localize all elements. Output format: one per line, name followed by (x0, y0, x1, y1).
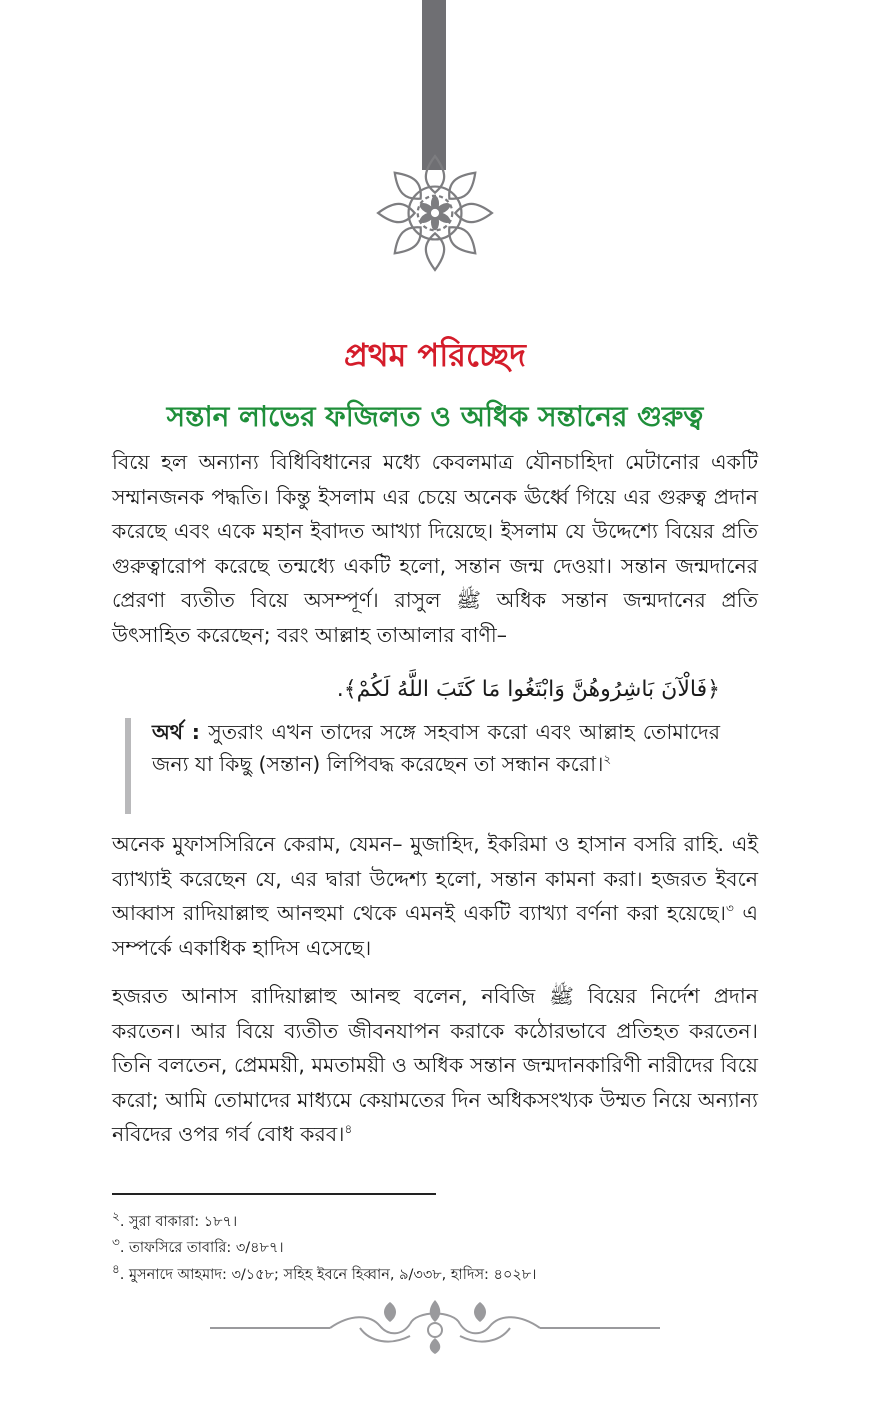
footnote-ref[interactable]: ৪ (344, 1122, 353, 1137)
footnote-divider (112, 1193, 436, 1195)
quote-text: সুতরাং এখন তাদের সঙ্গে সহবাস করো এবং আল্লাহ তোমাদের জন্য যা কিছু (সন্তান) লিপিবদ্ধ করেছেন তা সন্ধান করো। (152, 720, 720, 776)
footnote: $^২$. সুরা বাকারা: ১৮৭। (112, 1209, 238, 1230)
footnote-ref[interactable]: ২ (603, 752, 612, 767)
footnote-number: ৩ (112, 1235, 120, 1250)
quote-label: অর্থ : (152, 720, 201, 744)
section-title: সন্তান লাভের ফজিলত ও অধিক সন্তানের গুরুত্ব (166, 400, 704, 433)
footnote: $^৪$. মুসনাদে আহমাদ: ৩/১৫৮; সহিহ ইবনে হিব্বান, ৯/৩৩৮, হাদিস: ৪০২৮। (112, 1262, 537, 1283)
bookmark-ribbon (422, 0, 446, 170)
floral-rosette-icon (374, 152, 496, 274)
translation-quote (152, 716, 720, 780)
footnote-number: ২ (112, 1209, 120, 1224)
chapter-title: প্রথম পরিচ্ছেদ (344, 336, 526, 374)
floral-divider-icon (210, 1296, 660, 1356)
body-paragraph-3: হজরত আনাস রাদিয়াল্লাহু আনহু বলেন, নবিজি ﷺ বিয়ের নির্দেশ প্রদান করতেন। আর বিয়ে ব্যতীত জীবনযাপন করাকে কঠোরভাবে প্রতিহত করতেন। তিনি বলতেন, প্রেমময়ী, মমতাময়ী ও অধিক সন্তান জন্মদানকারিণী নারীদের বিয়ে করো; আমি তোমাদের মাধ্যমে কেয়ামতের দিন অধিকসংখ্যক উম্মত নিয়ে অন্যান্য নবিদের ওপর গর্ব বোধ করব।$^৪$ (112, 984, 758, 1146)
body-paragraph-1: বিয়ে হল অন্যান্য বিধিবিধানের মধ্যে কেবলমাত্র যৌনচাহিদা মেটানোর একটি সম্মানজনক পদ্ধতি। কিন্তু ইসলাম এর চেয়ে অনেক ঊর্ধ্বে গিয়ে এর গুরুত্ব প্রদান করেছে এবং একে মহান ইবাদত আখ্যা দিয়েছে। ইসলাম যে উদ্দেশ্যে বিয়ের প্রতি গুরুত্বারোপ করেছে তন্মধ্যে একটি হলো, সন্তান জন্ম দেওয়া। সন্তান জন্মদানের প্রেরণা ব্যতীত বিয়ে অসম্পূর্ণ। রাসুল ﷺ অধিক সন্তান জন্মদানের প্রতি উৎসাহিত করেছেন; বরং আল্লাহ তাআলার বাণী– (112, 450, 758, 647)
footnote-number: ৪ (112, 1262, 120, 1277)
quote-bar (125, 718, 131, 814)
footnote: $^৩$. তাফসিরে তাবারি: ৩/৪৮৭। (112, 1235, 284, 1256)
footnote-ref[interactable]: ৩ (726, 901, 734, 916)
quran-verse: ﴿فَالْآنَ بَاشِرُوهُنَّ وَابْتَغُوا مَا كَتَبَ اللَّهُ لَكُمْ﴾. (336, 677, 720, 702)
body-paragraph-2: অনেক মুফাসসিরিনে কেরাম, যেমন– মুজাহিদ, ইকরিমা ও হাসান বসরি রাহি. এই ব্যাখ্যাই করেছেন যে, এর দ্বারা উদ্দেশ্য হলো, সন্তান কামনা করা। হজরত ইবনে আব্বাস রাদিয়াল্লাহু আনহুমা থেকে এমনই একটি ব্যাখ্যা বর্ণনা করা হয়েছে।$^৩$ এ সম্পর্কে একাধিক হাদিস এসেছে। (112, 832, 758, 960)
